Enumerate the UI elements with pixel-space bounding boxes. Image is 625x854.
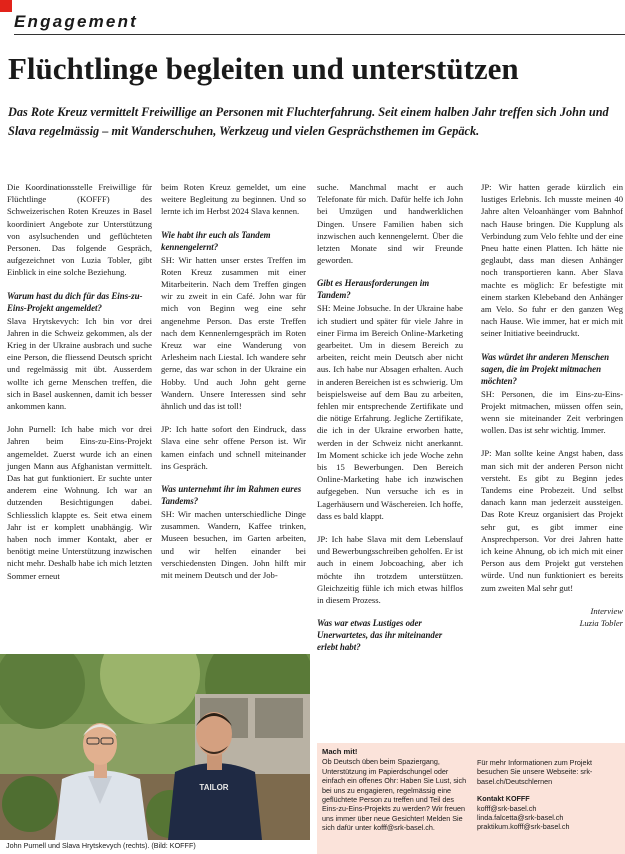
answer-paragraph: JP: Man sollte keine Angst haben, dass man sich mit der anderen Person nicht versteht. Es gibt zu Beginn jedes Tandems eine Probezeit. Und selbst danach kann man jederzeit aussteigen. Das Rote Kreuz organisiert das Projekt sehr gut, es gibt immer eine Ansprechperson. Vor drei Jahren hatte ich keine Ahnung, ob ich mich mit einer Person aus dem Projekt gut verstehen würde. Und nun funktioniert es bereits zum zweiten Mal sehr gut! bbox=[481, 448, 623, 593]
body-paragraph: beim Roten Kreuz gemeldet, um eine weitere Begleitung zu beginnen. Und so lernte ich im Herbst 2024 Slava kennen. bbox=[161, 182, 306, 217]
article-column-4 bbox=[481, 181, 623, 640]
answer-paragraph: JP: Wir hatten gerade kürzlich ein lustiges Erlebnis. Ich musste meinen 40 Jahre alten Veloanhänger vom Bahnhof nach Hause bringen. Die Kupplung als Verbindung zum Velo fehlte und der eine Pneu hatte einen Platten. Ich hätte nie geglaubt, dass man diesen Anhänger noch transportieren kann. Aber Slava machte es möglich: Er befestigte mit einem starken Klebeband den Anhänger am Velo. So fuhr er den ganzen Weg nach Hause. Wie immer, hat er mich mit seiner Initiative beeindruckt. bbox=[481, 182, 623, 339]
article-title: Flüchtlinge begleiten und unterstützen bbox=[8, 51, 519, 86]
contact-email[interactable]: kofff@srk-basel.ch bbox=[477, 803, 537, 813]
answer-paragraph: SH: Wir machen unterschiedliche Dinge zusammen. Wandern, Kaffee trinken, Museen besuchen, im Garten arbeiten, und wir helfen einander bei verschiedensten Dingen. John hilft mir mit meinem Deutsch und der Job- bbox=[161, 509, 306, 581]
article-lead: Das Rote Kreuz vermittelt Freiwillige an Personen mit Fluchterfahrung. Seit einem halben Jahr treffen sich John und Slava regelmässig – mit Wanderschuhen, Werkzeug und vielen Gesprächsthemen im Gepäck. bbox=[8, 105, 609, 138]
question-heading: Was würdet ihr anderen Menschen sagen, die im Projekt mitmachen möchten? bbox=[481, 351, 610, 386]
kicker-rule bbox=[14, 34, 625, 35]
signature-role: Interview bbox=[590, 605, 623, 616]
answer-paragraph: Slava Hrytskevych: Ich bin vor drei Jahren in die Schweiz gekommen, als der Krieg in der Ukraine ausbrach und suche eine Person, die fliessend Deutsch spricht und regelmässig mit übt. Ausserdem wollte ich gerne Menschen treffen, die sich in Basel auskennen, damit ich besser ankommen kann. bbox=[7, 315, 152, 412]
contact-email[interactable]: linda.falcetta@srk-basel.ch bbox=[477, 813, 564, 823]
more-info-text: Für mehr Informationen zum Projekt besuchen Sie unsere Webseite: srk-basel.ch/Deutschlernen bbox=[477, 758, 593, 786]
red-square-accent bbox=[0, 0, 12, 12]
question-heading: Warum hast du dich für das Eins-zu-Eins-Projekt angemeldet? bbox=[7, 290, 143, 313]
shirt-print: TAILOR bbox=[199, 783, 229, 792]
answer-paragraph: SH: Meine Jobsuche. In der Ukraine habe ich studiert und später für viele Jahre in einer Firma im Bereich Online-Marketing gearbeitet. Um in diesem Bereich zu arbeiten, reicht mein Deutsch aber nicht aus. Ich habe nur Absagen erhalten. Auch in anderen Bereichen ist es schwierig. Um beispielsweise auf dem Bau zu arbeiten, fehlen mir entsprechende Zertifikate und die nötige Erfahrung. Jegliche Zertifikate, die ich in der Ukraine erworben hatte, werden in der Schweiz nicht anerkannt. Im Moment schicke ich jede Woche zehn bis 15 Bewerbungen. Den Bereich Online-Marketing habe ich inzwischen aufgegeben. Nun versuche ich es in Lagerhäusern und Wäschereien. Ich hoffe, dass es bald klappt. bbox=[317, 303, 463, 521]
article-column-2 bbox=[161, 181, 306, 592]
answer-paragraph: JP: Ich hatte sofort den Eindruck, dass Slava eine sehr offene Person ist. Wir kamen einfach und schnell miteinander ins Gespräch. bbox=[161, 424, 306, 471]
answer-paragraph: JP: Ich habe Slava mit dem Lebenslauf und Bewerbungsschreiben geholfen. Er ist auch in einem Jobcoaching, aber ich möchte ihn trotzdem unterstützen. Gleichzeitig fühle ich mich etwas hilflos in diesem Prozess. bbox=[317, 534, 463, 606]
info-box-right bbox=[477, 758, 622, 832]
question-heading: Was unternehmt ihr im Rahmen eures Tandems? bbox=[161, 484, 302, 507]
question-heading: Gibt es Herausforderungen im Tandem? bbox=[317, 278, 430, 301]
portrait-photo bbox=[0, 654, 310, 840]
answer-paragraph: John Purnell: Ich habe mich vor drei Jahren beim Eins-zu-Eins-Projekt angemeldet. Zuerst wurde ich an einen jungen Mann aus Afghanistan vermittelt. Das hat gut funktioniert. Er suchte unter anderem eine Wohnung. Ich war an dutzenden Besichtigungen dabei. Schliesslich klappte es. Seit etwa einem Jahr ist er komplett unabhängig. Wir haben noch immer Kontakt, aber er benötigt meine Unterstützung inzwischen nicht mehr. Deshalb habe ich mich letzten Sommer erneut bbox=[7, 424, 152, 581]
info-box-body: Ob Deutsch üben beim Spaziergang, Unterstützung im Papierdschungel oder einfach ein offenes Ohr: Haben Sie Lust, sich bei uns zu engagieren, regelmässig eine geflüchtete Person zu treffen und Teil des Eins-zu-Eins-Projekts zu werden? Wir freuen uns immer über neue Gesichter! Melden Sie sich dafür unter kofff@srk-basel.ch. bbox=[322, 757, 467, 833]
contact-email[interactable]: praktikum.kofff@srk-basel.ch bbox=[477, 822, 570, 832]
body-paragraph: suche. Manchmal macht er auch Telefonate für mich. Dafür helfe ich John bei Umzügen und handwerklichen Dingen. Unsere Familien haben sich inzwischen auch kennengelernt. Über die letzten Monate sind wir Freunde geworden. bbox=[317, 182, 463, 266]
info-box bbox=[317, 743, 625, 854]
contact-label: Kontakt KOFFF bbox=[477, 794, 530, 804]
answer-paragraph: SH: Personen, die im Eins-zu-Eins-Projekt mitmachen, müssen offen sein, wenn sie miteinander Zeit verbringen wollen. Das ist sehr wichtig. Immer. bbox=[481, 388, 623, 436]
article-column-3 bbox=[317, 181, 463, 654]
signature-name: Luzia Tobler bbox=[579, 618, 623, 629]
info-box-title: Mach mit! bbox=[322, 747, 358, 756]
info-box-left bbox=[322, 747, 472, 833]
photo-illustration bbox=[0, 654, 310, 840]
article-column-1 bbox=[7, 181, 152, 593]
section-kicker: Engagement bbox=[14, 12, 139, 31]
author-signature bbox=[481, 605, 623, 629]
answer-paragraph: SH: Wir hatten unser erstes Treffen im Roten Kreuz zusammen mit einer Mitarbeiterin. Nach dem Treffen gingen wir zu zweit in ein Café. John war für mich von Beginn weg eine sehr angenehme Person. Das erste Treffen nach dem Kennenlerngespräch im Roten Kreuz war eine Wanderung von Arlesheim nach Liestal. Ich wandere sehr gerne, das war schon in der Ukraine ein Hobby. Und auch John geht gerne Wandern. Unsere Interessen sind sehr ähnlich und das ist toll! bbox=[161, 254, 306, 412]
photo-caption: John Purnell und Slava Hrytskevych (rechts). (Bild: KOFFF) bbox=[6, 841, 196, 850]
intro-paragraph: Die Koordinationsstelle Freiwillige für Flüchtlinge (KOFFF) des Schweizerischen Roten Kreuzes in Basel koordiniert Angebote zur Unterstützung von asylsuchenden und geflüchteten Personen. Das folgende Gespräch, aufgezeichnet von Luzia Tobler, gibt Einblick in eine solche Beziehung. bbox=[7, 182, 152, 278]
question-heading: Wie habt ihr euch als Tandem kennengelernt? bbox=[161, 229, 271, 252]
question-heading: Was war etwas Lustiges oder Unerwartetes, das ihr miteinander erlebt habt? bbox=[317, 618, 443, 653]
